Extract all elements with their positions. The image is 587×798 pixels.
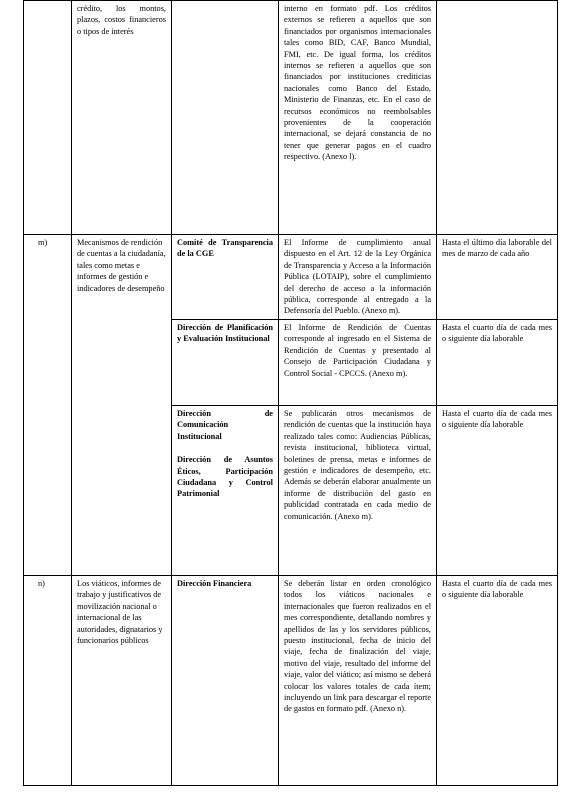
row-letter: m): [24, 235, 72, 576]
row-letter: n): [24, 576, 72, 786]
row-description: crédito, los montos, plazos, costos financieros o tipos de interés: [72, 1, 172, 235]
row-responsible: Dirección de Planificación y Evaluación Institucional: [172, 320, 279, 406]
table-row: [24, 576, 558, 786]
row-detail: Se publicarán otros mecanismos de rendición de cuentas que la institución haya realizado tales como: Audiencias Públicas, revista institucional, biblioteca virtual, boletines de prensa, metas e informes de gestión e indicadores de desempeño, etc. Además se deberán elaborar anualmente un informe de distribución del gasto en publicidad contratada en cada medio de comunicación. (Anexo m).: [279, 406, 437, 576]
row-deadline: Hasta el cuarto día de cada mes o siguiente día laborable: [437, 406, 558, 576]
row-deadline: Hasta el cuarto día de cada mes o siguiente día laborable: [437, 320, 558, 406]
table-row: [24, 235, 558, 320]
row-detail: El Informe de cumplimiento anual dispuesto en el Art. 12 de la Ley Orgánica de Transparencia y Acceso a la Información Pública (LOTAIP), sobre el cumplimiento del derecho de acceso a la información pública, corresponde al entregado a la Defensoría del Pueblo. (Anexo m).: [279, 235, 437, 320]
table-row: [24, 1, 558, 235]
row-responsible: Dirección de Comunicación Institucional Dirección de Asuntos Éticos, Participación Ciudadana y Control Patrimonial: [172, 406, 279, 576]
row-detail: El Informe de Rendición de Cuentas corresponde al ingresado en el Sistema de Rendición de Cuentas y presentado al Consejo de Participación Ciudadana y Control Social - CPCCS. (Anexo m).: [279, 320, 437, 406]
row-responsible: Comité de Transparencia de la CGE: [172, 235, 279, 320]
row-deadline: Hasta el cuarto día de cada mes o siguiente día laborable: [437, 576, 558, 786]
row-description: Mecanismos de rendición de cuentas a la ciudadanía, tales como metas e informes de gestión e indicadores de desempeño: [72, 235, 172, 576]
row-responsible: Dirección Financiera: [172, 576, 279, 786]
transparency-table: [23, 0, 558, 786]
row-letter: [24, 1, 72, 235]
row-detail: Se deberán listar en orden cronológico todos los viáticos nacionales e internacionales que fueron realizados en el mes correspondiente, detallando nombres y apellidos de las y los servidores públicos, puesto institucional, fecha de inicio del viaje, fecha de finalización del viaje, motivo del viaje, resultado del informe del viaje, valor del viático; así mismo se deberá colocar los valores totales de cada ítem; incluyendo un link para descargar el reporte de gastos en formato pdf. (Anexo n).: [279, 576, 437, 786]
row-description: Los viáticos, informes de trabajo y justificativos de movilización nacional o internacional de las autoridades, dignatarios y funcionarios públicos: [72, 576, 172, 786]
row-responsible: [172, 1, 279, 235]
row-detail: interno en formato pdf. Los créditos externos se refieren a aquellos que son financiados por organismos internacionales tales como BID, CAF, Banco Mundial, FMI, etc. De igual forma, los créditos internos se refieren a aquellos que son financiados por instituciones crediticias nacionales como Banco del Estado, Ministerio de Finanzas, etc. En el caso de recursos económicos no reembolsables provenientes de la cooperación internacional, se dejará constancia de no tener que generar pagos en el cuadro respectivo. (Anexo l).: [279, 1, 437, 235]
row-deadline: [437, 1, 558, 235]
row-deadline: Hasta el último día laborable del mes de marzo de cada año: [437, 235, 558, 320]
